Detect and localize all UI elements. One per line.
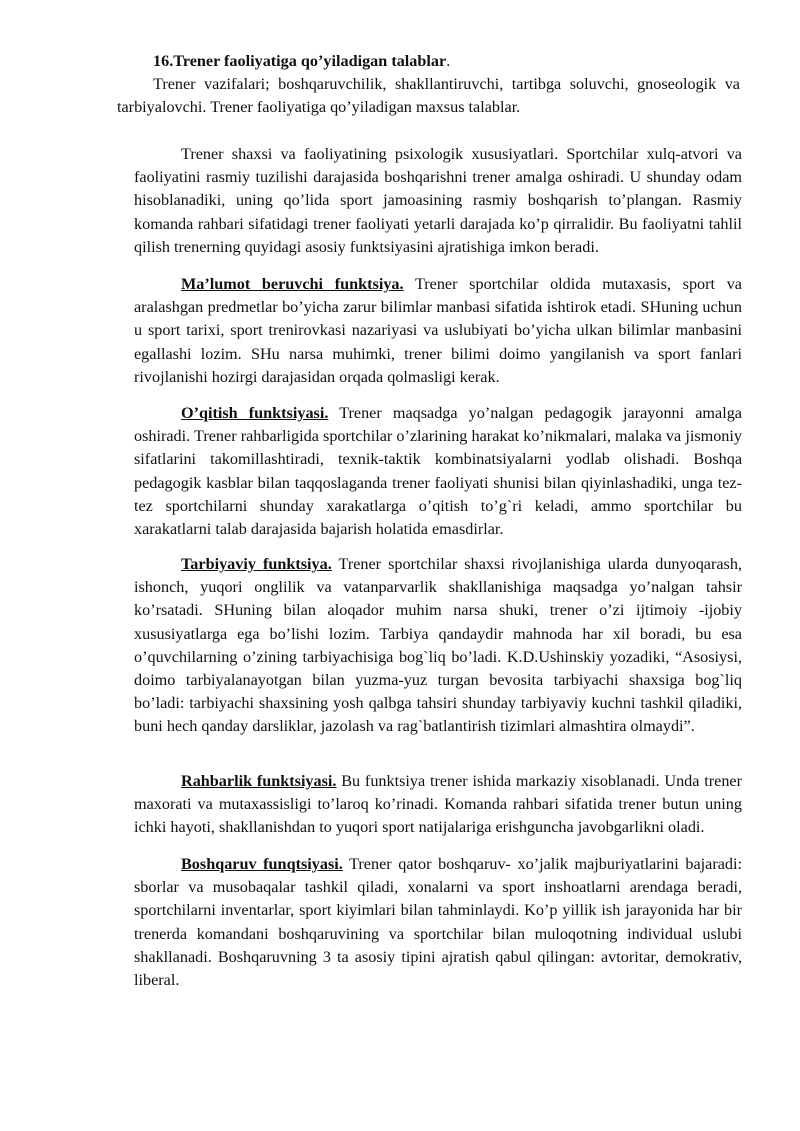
section-title bbox=[153, 50, 753, 73]
heading-teaching-function: O’qitish funktsiyasi. bbox=[181, 404, 329, 422]
title-period: . bbox=[446, 52, 451, 70]
heading-educational-function: Tarbiyaviy funktsiya. bbox=[181, 555, 332, 573]
paragraph-teaching-function bbox=[134, 402, 742, 541]
paragraph-information-function bbox=[134, 273, 742, 389]
text-information-function: Trener sportchilar oldida mutaxasis, sport va aralashgan predmetlar bo’yicha zarur bilimlar manbasi sifatida ishtirok etadi. SHuning uchun u sport tarixi, sport trenirovkasi nazariyasi va uslubiyati bo’yicha ulkan bilimlar manbasini egallashi lozim. SHu narsa muhimki, trener bilimi doimo yangilanish va sport fanlari rivojlanishi hozirgi darajasidan orqada qolmasligi kerak. bbox=[134, 275, 742, 386]
text-educational-function: Trener sportchilar shaxsi rivojlanishiga ularda dunyoqarash, ishonch, yuqori onglilik va vatanparvarlik shakllanishiga maqsadga yo’nalgan tahsir ko’rsatadi. SHuning bilan aloqador muhim narsa shuki, trener o’zi ijtimoiy -ijobiy xususiyatlarga ega bo’lishi lozim. Tarbiya qandaydir mahnoda har xil boradi, bu esa o’quvchilarning o’zining tarbiyachisiga bog`liq bo’ladi. K.D.Ushinskiy yozadiki, “Asosiysi, doimo tarbiyalanayotgan bilan yuzma-yuz turgan bevosita tarbiyachi shaxsiga bog`liq bo’ladi: tarbiyachi shaxsining yosh qalbga tahsiri shunday tarbiyaviy kuchni tashkil qiladiki, buni hech qanday darsliklar, jazolash va rag`batlantirish tizimlari almashtira olmaydi”. bbox=[134, 555, 742, 736]
title-text: 16.Trener faoliyatiga qo’yiladigan talablar bbox=[153, 52, 447, 70]
intro-paragraph: Trener vazifalari; boshqaruvchilik, shakllantiruvchi, tartibga soluvchi, gnoseologik va tarbiyalovchi. Trener faoliyatiga qo’yiladigan maxsus talablar. bbox=[117, 75, 740, 117]
paragraph-leadership-function bbox=[134, 770, 742, 840]
text-management-function: Trener qator boshqaruv- xo’jalik majburiyatlarini bajaradi: sborlar va musobaqalar tashkil qiladi, xonalarni va sport inshoatlarni arendaga beradi, sportchilarni inventarlar, sport kiyimlari bilan tahminlaydi. Ko’p yillik ish jarayonida har bir trenerda komandani boshqaruvining va sportchilar bilan muloqotning individual uslubi shakllanadi. Boshqaruvning 3 ta asosiy tipini ajratish qabul qilingan: avtoritar, demokrativ, liberal. bbox=[134, 855, 742, 990]
heading-leadership-function: Rahbarlik funktsiyasi. bbox=[181, 772, 337, 790]
heading-management-function: Boshqaruv funqtsiyasi. bbox=[181, 855, 343, 873]
paragraph-psychology: Trener shaxsi va faoliyatining psixologik xususiyatlari. Sportchilar xulq-atvori va faoliyatini rasmiy tuzilishi darajasida boshqarishni trener amalga oshiradi. U shunday odam hisoblanadiki, uning qo’lida sport jamoasining rasmiy boshqarish to’plangan. Rasmiy komanda rahbari sifatidagi trener faoliyati yetarli darajada ko’p qirralidir. Bu faoliyatni tahlil qilish trenerning quyidagi asosiy funktsiyasini ajratishiga imkon beradi. bbox=[134, 145, 742, 256]
heading-information-function: Ma’lumot beruvchi funktsiya. bbox=[181, 275, 404, 293]
text-leadership-function: Bu funktsiya trener ishida markaziy xisoblanadi. Unda trener maxorati va mutaxassisligi to’laroq ko’rinadi. Komanda rahbari sifatida trener butun uning ichki hayoti, shakllanishdan to yuqori sport natijalariga erishguncha javobgarlikni oladi. bbox=[134, 772, 742, 837]
paragraph-educational-function bbox=[134, 553, 742, 739]
paragraph-management-function bbox=[134, 853, 742, 992]
text-teaching-function: Trener maqsadga yo’nalgan pedagogik jarayonni amalga oshiradi. Trener rahbarligida sportchilar o’zlarining harakat ko’nikmalari, malaka va jismoniy sifatlarini takomillashtiradi, texnik-taktik kombinatsiyalarni yodlab olishadi. Boshqa pedagogik kasblar bilan taqqoslaganda trener faoliyati shunisi bilan qiyinlashadiki, unga tez-tez sportchilarni shunday xarakatlarga o’qitish to’g`ri keladi, ammo sportchilar bu xarakatlarni talab darajasida bajarish holatida emasdirlar. bbox=[134, 404, 742, 539]
